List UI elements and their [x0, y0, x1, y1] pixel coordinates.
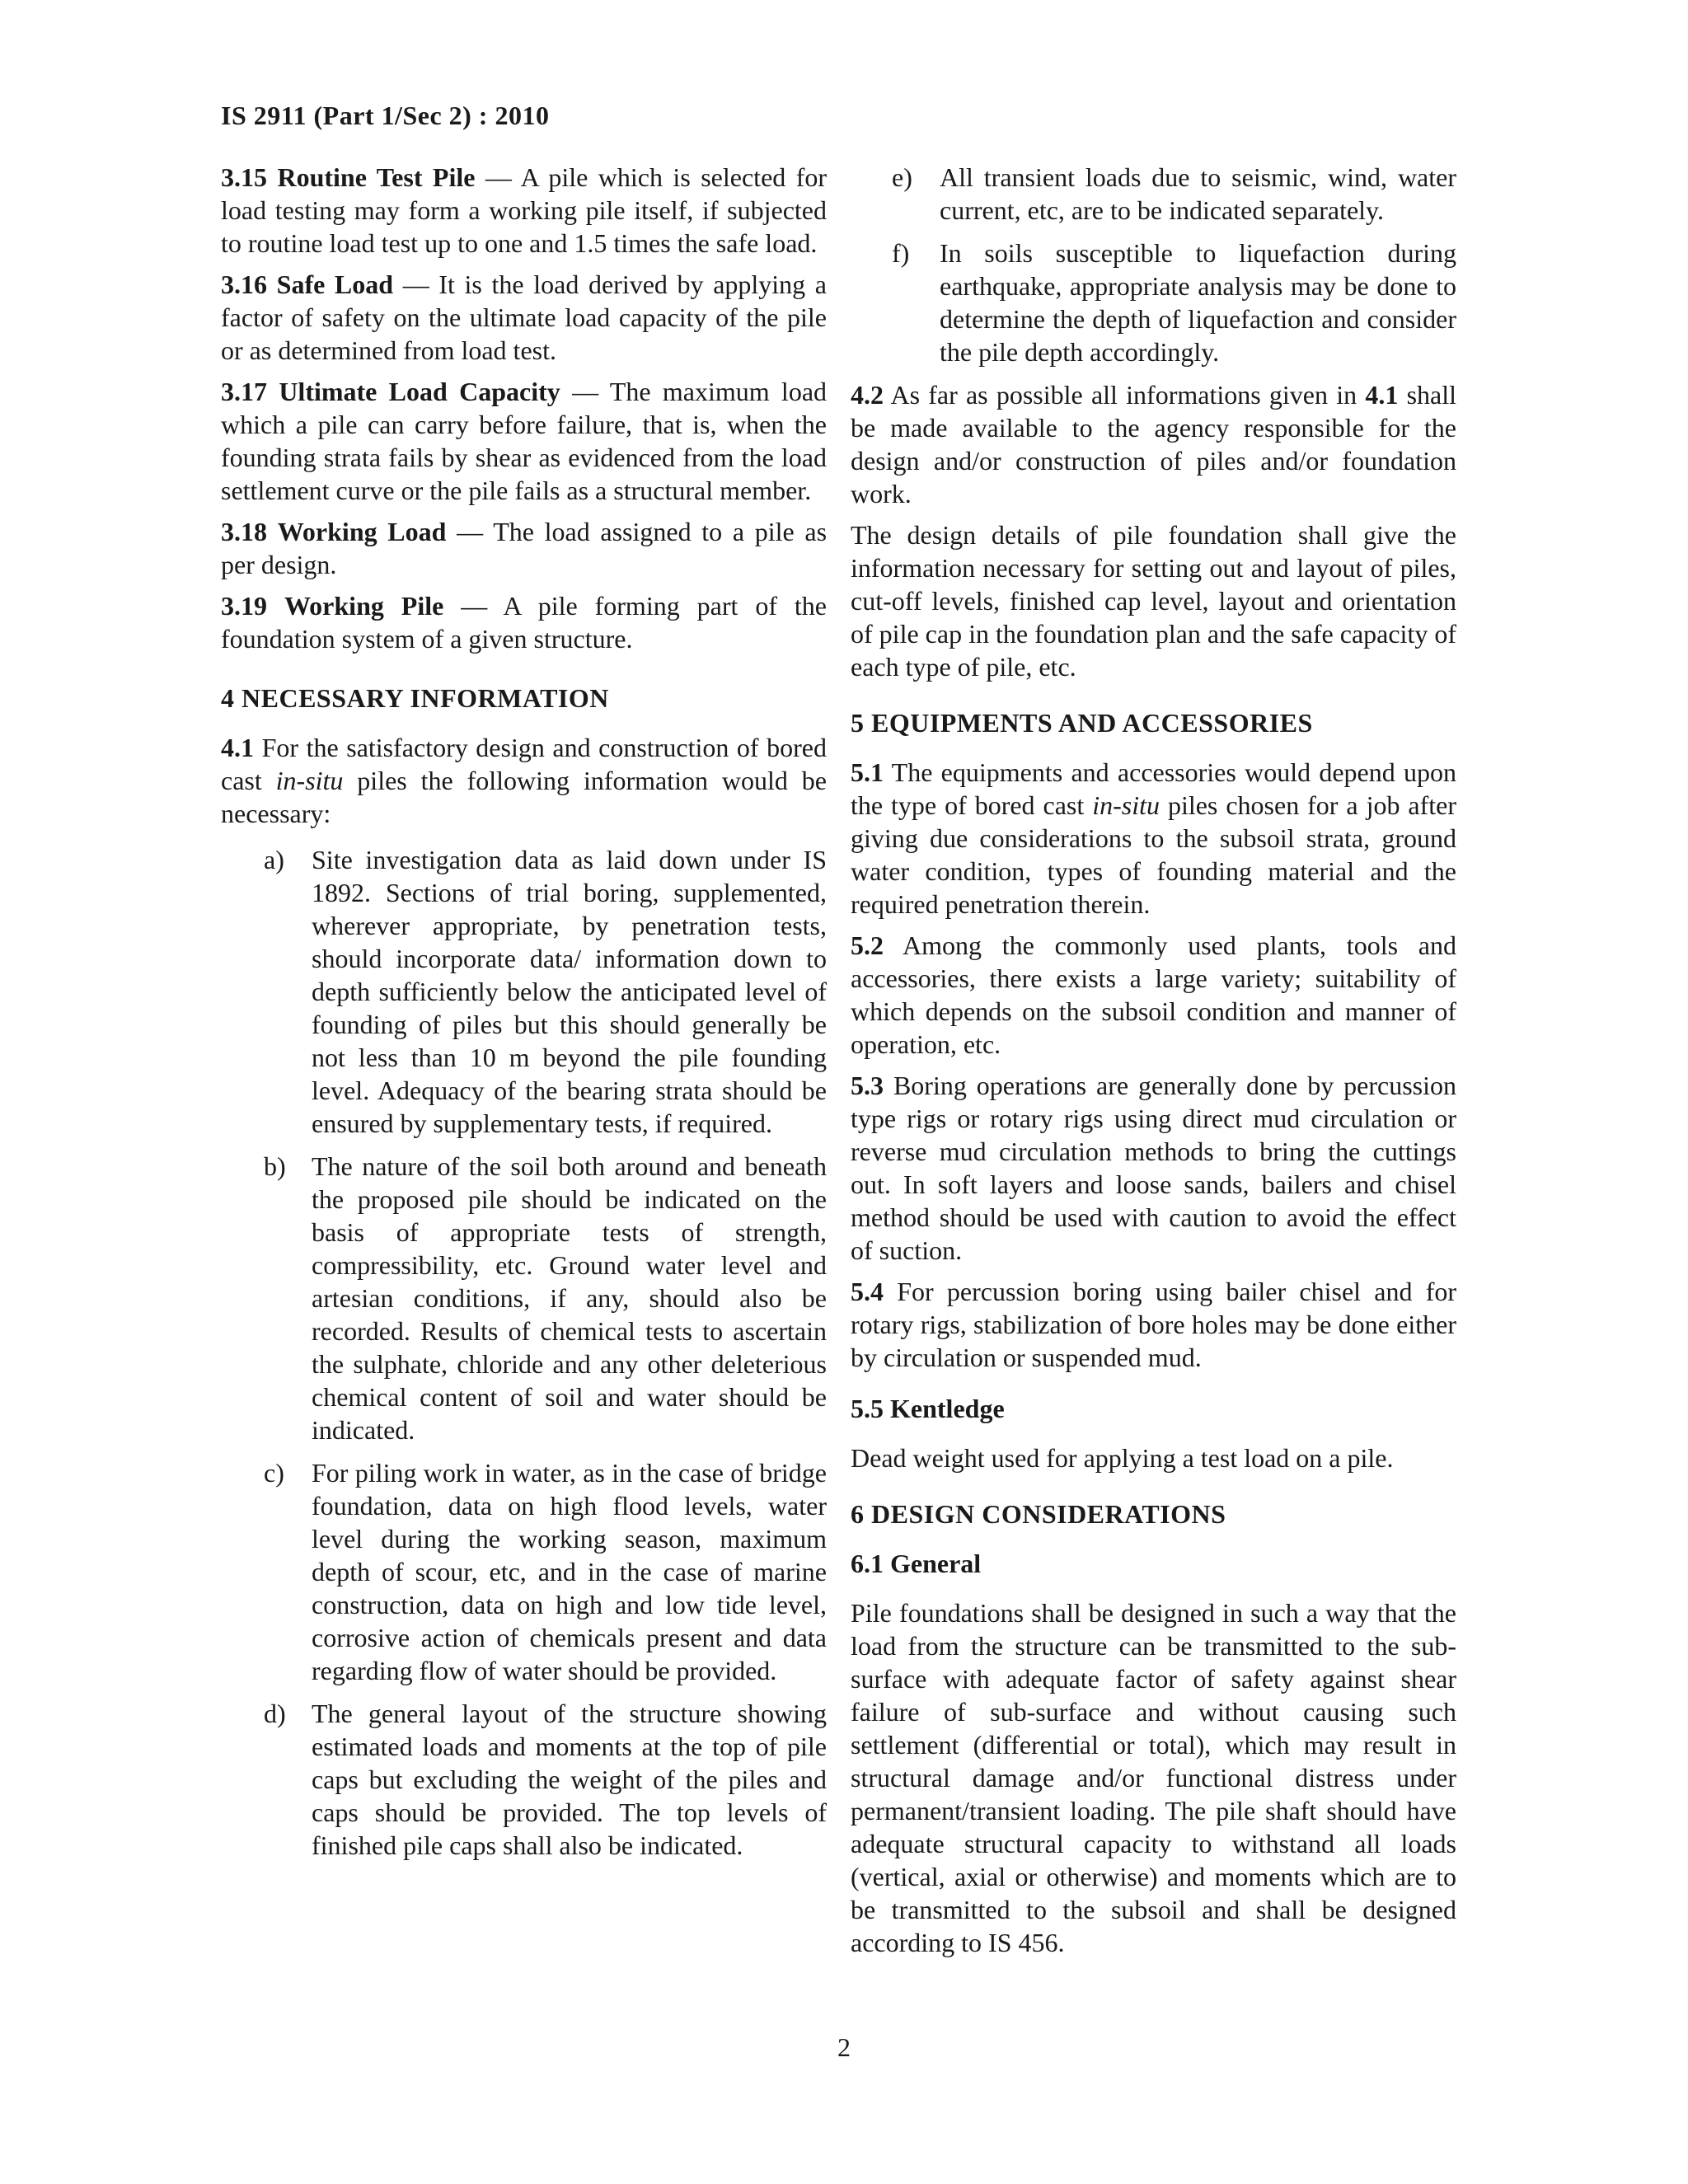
right-column — [851, 161, 1456, 1967]
clause-text: piles chosen for a job after giving due considerations to the subsoil strata, ground water condition, types of founding material and the required penetration therein. — [851, 790, 1457, 919]
paragraph-5-5: Dead weight used for applying a test load on a pile. — [851, 1443, 1394, 1473]
italic-term: in-situ — [275, 766, 344, 795]
document-header: IS 2911 (Part 1/Sec 2) : 2010 — [221, 101, 550, 130]
list-label: f) — [892, 238, 910, 268]
clause-text: As far as possible all informations given in — [884, 380, 1366, 410]
list-label: e) — [892, 162, 912, 192]
clause-number: 5.3 — [851, 1071, 884, 1100]
clause-title: Routine Test Pile — [277, 162, 476, 192]
clause-3-16 — [221, 268, 827, 367]
left-column — [221, 161, 827, 1872]
clause-text: The equipments and accessories would depend upon the type of bored cast — [851, 757, 1456, 820]
list-item-e — [851, 161, 1456, 227]
list-item-f — [851, 237, 1456, 368]
clause-title: Ultimate Load Capacity — [279, 377, 560, 406]
clause-reference: 4.1 — [1365, 380, 1399, 410]
subsection-heading-6-1: 6.1 General — [851, 1549, 982, 1578]
list-text: In soils susceptible to liquefaction during earthquake, appropriate analysis may be done to determine the depth of liquefaction and consider the pile depth accordingly. — [940, 238, 1456, 367]
clause-4-2 — [851, 378, 1456, 510]
clause-title: Working Pile — [284, 591, 444, 621]
clause-3-17 — [221, 375, 827, 507]
clause-text: — A pile forming part of the foundation system of a given structure. — [221, 591, 828, 654]
paragraph-6-1: Pile foundations shall be designed in such a way that the load from the structure can be transmitted to the sub-surface with adequate factor of safety against shear failure of sub-surface and without causing such settlement (differential or total), which may result in structural damage and/or functional distress under permanent/transient loading. The pile shaft should have adequate structural capacity to withstand all loads (vertical, axial or otherwise) and moments which are to be transmitted to the subsoil and shall be designed according to IS 456. — [851, 1598, 1456, 1957]
clause-text: For percussion boring using bailer chisel and for rotary rigs, stabilization of bore holes may be done either by circulation or suspended mud. — [851, 1277, 1456, 1372]
clause-text: — A pile which is selected for load testing may form a working pile itself, if subjected to routine load test up to one and 1.5 times the safe load. — [221, 162, 828, 258]
clause-number: 3.15 — [221, 162, 267, 192]
list-item-c — [221, 1456, 827, 1687]
list-text: The general layout of the structure showing estimated loads and moments at the top of pile caps but excluding the weight of the piles and caps should be provided. The top levels of finished pile caps shall also be indicated. — [312, 1699, 827, 1860]
list-text: For piling work in water, as in the case of bridge foundation, data on high flood levels, water level during the working season, maximum depth of scour, etc, and in the case of marine construction, data on high and low tide level, corrosive action of chemicals present and data regarding flow of water should be provided. — [312, 1458, 827, 1685]
clause-text: — The load assigned to a pile as per design. — [221, 517, 828, 579]
clause-number: 3.17 — [221, 377, 267, 406]
clause-text: shall be made available to the agency responsible for the design and/or construction of piles and/or foundation work. — [851, 380, 1457, 509]
clause-text: Among the commonly used plants, tools and accessories, there exists a large variety; suitability of which depends on the subsoil condition and manner of operation, etc. — [851, 930, 1456, 1059]
list-item-d — [221, 1697, 827, 1862]
clause-3-19 — [221, 589, 827, 655]
clause-3-15 — [221, 161, 827, 260]
clause-title: Safe Load — [276, 269, 394, 299]
clause-number: 5.1 — [851, 757, 884, 787]
italic-term: in-situ — [1092, 790, 1160, 820]
clause-number: 4.2 — [851, 380, 884, 410]
list-text: Site investigation data as laid down under IS 1892. Sections of trial boring, supplemented, wherever appropriate, by penetration tests, should incorporate data/ information down to depth sufficiently below the anticipated level of founding of piles but this should generally be not less than 10 m beyond the pile founding level. Adequacy of the bearing strata should be ensured by supplementary tests, if required. — [312, 845, 827, 1138]
list-item-a — [221, 843, 827, 1140]
list-text: All transient loads due to seismic, wind, water current, etc, are to be indicated separately. — [940, 162, 1456, 225]
paragraph-4-2-continued: The design details of pile foundation shall give the information necessary for setting out and layout of piles, cut-off levels, finished cap level, layout and orientation of pile cap in the foundation plan and the safe capacity of each type of pile, etc. — [851, 520, 1456, 682]
subsection-heading-5-5: 5.5 Kentledge — [851, 1394, 1005, 1423]
clause-5-2 — [851, 929, 1456, 1061]
clause-title: Working Load — [277, 517, 447, 546]
clause-number: 5.4 — [851, 1277, 884, 1306]
list-text: The nature of the soil both around and beneath the proposed pile should be indicated on the basis of appropriate tests of strength, compressibility, etc. Ground water level and artesian conditions, if any, should also be recorded. Results of chemical tests to ascertain the sulphate, chloride and any other deleterious chemical content of soil and water should be indicated. — [312, 1151, 827, 1445]
clause-5-1 — [851, 756, 1456, 921]
clause-number: 3.16 — [221, 269, 267, 299]
section-heading-6: 6 DESIGN CONSIDERATIONS — [851, 1499, 1226, 1529]
clause-text: Boring operations are generally done by percussion type rigs or rotary rigs using direct mud circulation or reverse mud circulation methods to bring the cuttings out. In soft layers and loose sands, bailers and chisel method should be used with caution to avoid the effect of suction. — [851, 1071, 1456, 1265]
clause-number: 4.1 — [221, 733, 254, 762]
section-heading-5: 5 EQUIPMENTS AND ACCESSORIES — [851, 708, 1313, 738]
list-label: b) — [264, 1151, 286, 1181]
clause-3-18 — [221, 515, 827, 581]
clause-5-3 — [851, 1069, 1456, 1267]
list-label: c) — [264, 1458, 284, 1488]
clause-text: For the satisfactory design and construction of bored cast — [221, 733, 827, 795]
clause-text: — The maximum load which a pile can carry before failure, that is, when the founding strata fails by shear as evidenced from the load settlement curve or the pile fails as a structural member. — [221, 377, 828, 505]
list-item-b — [221, 1150, 827, 1446]
list-label: d) — [264, 1699, 286, 1728]
clause-text: piles the following information would be necessary: — [221, 766, 828, 828]
clause-number: 5.2 — [851, 930, 884, 960]
list-label: a) — [264, 845, 284, 874]
clause-4-1 — [221, 731, 827, 830]
clause-number: 3.18 — [221, 517, 267, 546]
section-heading-4: 4 NECESSARY INFORMATION — [221, 683, 609, 713]
clause-5-4 — [851, 1275, 1456, 1374]
clause-number: 3.19 — [221, 591, 267, 621]
page-number: 2 — [837, 2032, 851, 2062]
clause-text: — It is the load derived by applying a factor of safety on the ultimate load capacity of the pile or as determined from load test. — [221, 269, 828, 365]
